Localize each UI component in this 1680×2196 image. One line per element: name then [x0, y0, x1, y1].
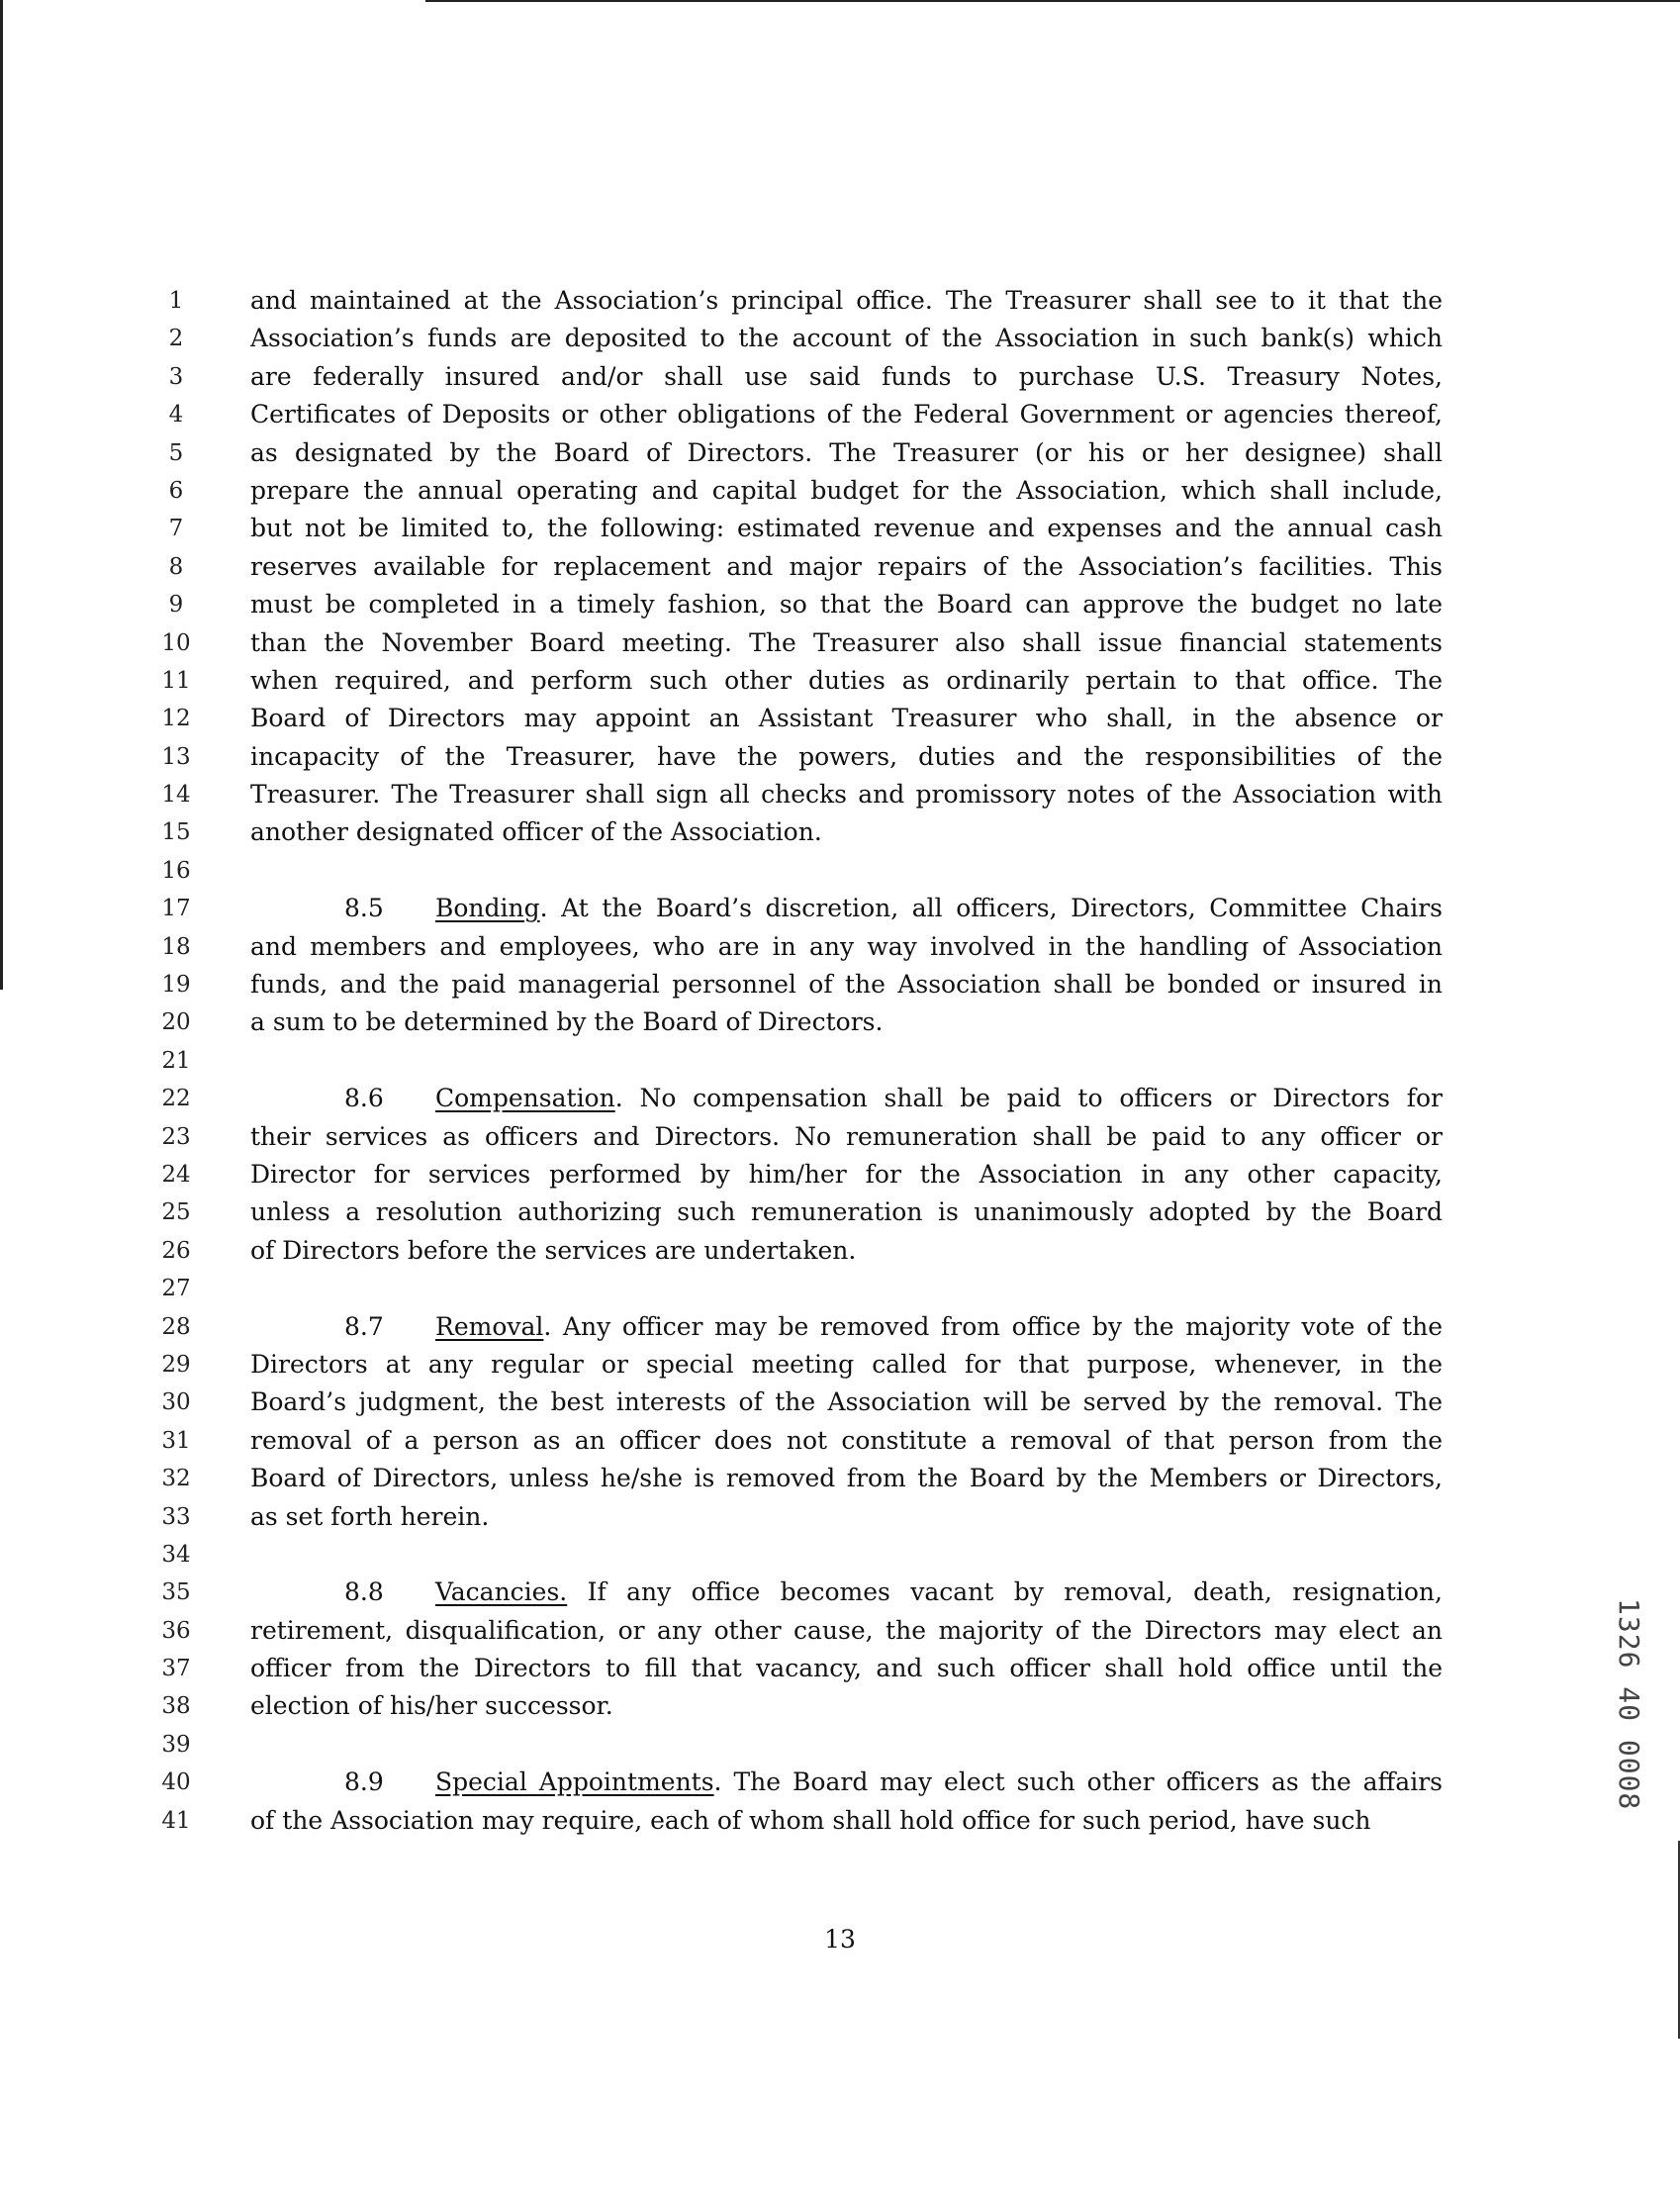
line-number: 3: [168, 363, 184, 390]
line-text: than the November Board meeting. The Treasurer also shall issue financial statements: [250, 627, 1443, 657]
text-line: [158, 1612, 1464, 1650]
line-number: 25: [161, 1199, 191, 1226]
line-text: Board of Directors may appoint an Assistant Treasurer who shall, in the absence or: [250, 704, 1443, 733]
text-line: [158, 966, 1464, 1003]
line-number: 30: [161, 1389, 191, 1416]
line-number: 33: [161, 1503, 191, 1530]
line-text: are federally insured and/or shall use said funds to purchase U.S. Treasury Notes,: [250, 361, 1443, 391]
line-number: 4: [168, 402, 184, 429]
line-number: 24: [161, 1161, 191, 1188]
line-text: reserves available for replacement and major repairs of the Association’s facilities. This: [250, 551, 1443, 581]
section-heading: Special Appointments: [435, 1767, 714, 1797]
line-number: 21: [161, 1047, 191, 1074]
page-number: 13: [824, 1925, 856, 1954]
text-line: [158, 1384, 1464, 1421]
line-text: funds, and the paid managerial personnel of the Association shall be bonded or insured in: [250, 970, 1443, 1000]
line-number: 2: [168, 326, 184, 352]
text-line: [158, 928, 1464, 966]
text-line: [158, 1156, 1464, 1193]
text-line: [158, 1764, 1464, 1801]
section-number: 8.9: [344, 1767, 384, 1797]
line-text: removal of a person as an officer does not constitute a removal of that person from the: [250, 1425, 1443, 1455]
line-text: Treasurer. The Treasurer shall sign all checks and promissory notes of the Association with: [250, 780, 1443, 810]
section-number: 8.6: [344, 1084, 384, 1113]
line-number: 41: [161, 1807, 191, 1834]
text-line: [158, 320, 1464, 357]
line-number: 18: [161, 933, 191, 960]
text-line: [158, 1802, 1464, 1840]
line-number: 13: [161, 743, 191, 770]
line-text: as set forth herein.: [250, 1501, 490, 1531]
section-text: . No compensation shall be paid to officers or Directors for: [614, 1084, 1443, 1113]
line-number: 40: [161, 1769, 191, 1796]
line-number: 34: [161, 1541, 191, 1568]
text-line: [158, 738, 1464, 776]
line-text: retirement, disqualification, or any other cause, the majority of the Directors may elect an: [250, 1615, 1443, 1645]
line-number: 17: [161, 896, 191, 922]
line-number: 16: [161, 857, 191, 884]
line-text: a sum to be determined by the Board of Directors.: [250, 1007, 884, 1037]
section-text: If any office becomes vacant by removal, death, resignation,: [567, 1577, 1443, 1607]
text-line: [158, 776, 1464, 813]
text-line: [158, 890, 1464, 927]
line-text: their services as officers and Directors. No remuneration shall be paid to any officer or: [250, 1121, 1443, 1151]
line-text: must be completed in a timely fashion, so that the Board can approve the budget no late: [250, 590, 1443, 620]
line-text: Certificates of Deposits or other obligations of the Federal Government or agencies thereof,: [250, 400, 1443, 430]
section-number: 8.7: [344, 1311, 384, 1341]
line-number: 31: [161, 1427, 191, 1454]
text-line: [158, 662, 1464, 700]
text-line: [158, 548, 1464, 586]
left-scan-edge: [0, 0, 3, 990]
line-text: Board’s judgment, the best interests of the Association will be served by the removal. The: [250, 1387, 1443, 1417]
line-number: 37: [161, 1656, 191, 1682]
line-number: 29: [161, 1351, 191, 1378]
text-line: [158, 813, 1464, 851]
line-number: 39: [161, 1731, 191, 1758]
line-number: 27: [161, 1276, 191, 1302]
line-text: Director for services performed by him/her for the Association in any other capacity,: [250, 1159, 1443, 1189]
text-line: [158, 1232, 1464, 1270]
line-text: officer from the Directors to fill that vacancy, and such officer shall hold office until the: [250, 1654, 1443, 1683]
line-text: unless a resolution authorizing such remuneration is unanimously adopted by the Board: [250, 1197, 1443, 1227]
line-text: and maintained at the Association’s principal office. The Treasurer shall see to it that the: [250, 286, 1443, 315]
section-heading: Vacancies.: [435, 1577, 568, 1607]
line-number: 36: [161, 1617, 191, 1644]
line-number: 5: [168, 439, 184, 466]
text-line: [158, 1193, 1464, 1231]
line-number: 32: [161, 1466, 191, 1492]
section-text: . The Board may elect such other officers as the affairs: [713, 1767, 1443, 1797]
text-line: [158, 472, 1464, 510]
line-number: 11: [161, 667, 191, 694]
line-number: 35: [161, 1579, 191, 1606]
line-text: [250, 1308, 1443, 1346]
section-number: 8.8: [344, 1577, 384, 1607]
line-number: 19: [161, 972, 191, 999]
text-line: [158, 1650, 1464, 1687]
text-line: [158, 624, 1464, 662]
section-heading: Bonding: [435, 894, 540, 923]
line-text: of Directors before the services are undertaken.: [250, 1235, 857, 1265]
text-line: [158, 1687, 1464, 1725]
text-line: [158, 434, 1464, 472]
line-text: incapacity of the Treasurer, have the powers, duties and the responsibilities of the: [250, 741, 1443, 771]
bates-number: 1326 40 0008: [1613, 1598, 1645, 1811]
top-scan-rule: [425, 0, 1680, 2]
text-line: [158, 396, 1464, 433]
text-line: [158, 1574, 1464, 1611]
text-line: [158, 700, 1464, 737]
line-number: 14: [161, 782, 191, 809]
line-text: [250, 1574, 1443, 1611]
line-number: 6: [168, 477, 184, 504]
text-line: [158, 1460, 1464, 1497]
section-text: . Any officer may be removed from office by the majority vote of the: [543, 1311, 1443, 1341]
line-text: [250, 1764, 1443, 1801]
text-line: [158, 1308, 1464, 1346]
line-number: 15: [161, 819, 191, 846]
text-line: [158, 1726, 1464, 1764]
line-text: and members and employees, who are in any way involved in the handling of Association: [250, 931, 1443, 961]
line-text: Board of Directors, unless he/she is removed from the Board by the Members or Directors,: [250, 1464, 1443, 1493]
section-text: . At the Board’s discretion, all officers, Directors, Committee Chairs: [539, 894, 1443, 923]
line-number: 8: [168, 553, 184, 580]
text-line: [158, 1422, 1464, 1460]
text-line: [158, 1003, 1464, 1041]
line-number: 20: [161, 1009, 191, 1036]
line-text: Directors at any regular or special meeting called for that purpose, whenever, in the: [250, 1349, 1443, 1379]
line-text: but not be limited to, the following: estimated revenue and expenses and the annual cash: [250, 514, 1443, 543]
text-line: [158, 586, 1464, 623]
text-line: [158, 1536, 1464, 1574]
line-number: 1: [168, 288, 184, 314]
line-number: 10: [161, 629, 191, 656]
text-line: [158, 1118, 1464, 1156]
section-number: 8.5: [344, 894, 384, 923]
line-number: 23: [161, 1123, 191, 1150]
line-number: 12: [161, 706, 191, 732]
text-line: [158, 1346, 1464, 1384]
text-line: [158, 358, 1464, 396]
line-number: 7: [168, 516, 184, 542]
section-heading: Compensation: [435, 1084, 615, 1113]
line-number: 9: [168, 592, 184, 619]
line-number: 28: [161, 1313, 191, 1340]
line-text: another designated officer of the Association.: [250, 817, 822, 847]
line-text: Association’s funds are deposited to the account of the Association in such bank(s) which: [250, 324, 1443, 353]
line-text: as designated by the Board of Directors. The Treasurer (or his or her designee) shall: [250, 437, 1443, 467]
text-line: [158, 1498, 1464, 1536]
line-text: when required, and perform such other duties as ordinarily pertain to that office. The: [250, 665, 1443, 695]
line-number: 26: [161, 1237, 191, 1264]
text-line: [158, 1042, 1464, 1080]
text-line: [158, 510, 1464, 547]
text-line: [158, 282, 1464, 320]
section-heading: Removal: [435, 1311, 544, 1341]
text-line: [158, 1080, 1464, 1117]
line-text: election of his/her successor.: [250, 1691, 613, 1721]
line-number: 22: [161, 1086, 191, 1112]
line-text: prepare the annual operating and capital budget for the Association, which shall include,: [250, 475, 1443, 505]
numbered-text-body: [158, 282, 1464, 1840]
line-number: 38: [161, 1693, 191, 1720]
line-text: of the Association may require, each of whom shall hold office for such period, have such: [250, 1805, 1371, 1835]
text-line: [158, 1270, 1464, 1307]
line-text: [250, 1080, 1443, 1117]
text-line: [158, 852, 1464, 890]
line-text: [250, 890, 1443, 927]
